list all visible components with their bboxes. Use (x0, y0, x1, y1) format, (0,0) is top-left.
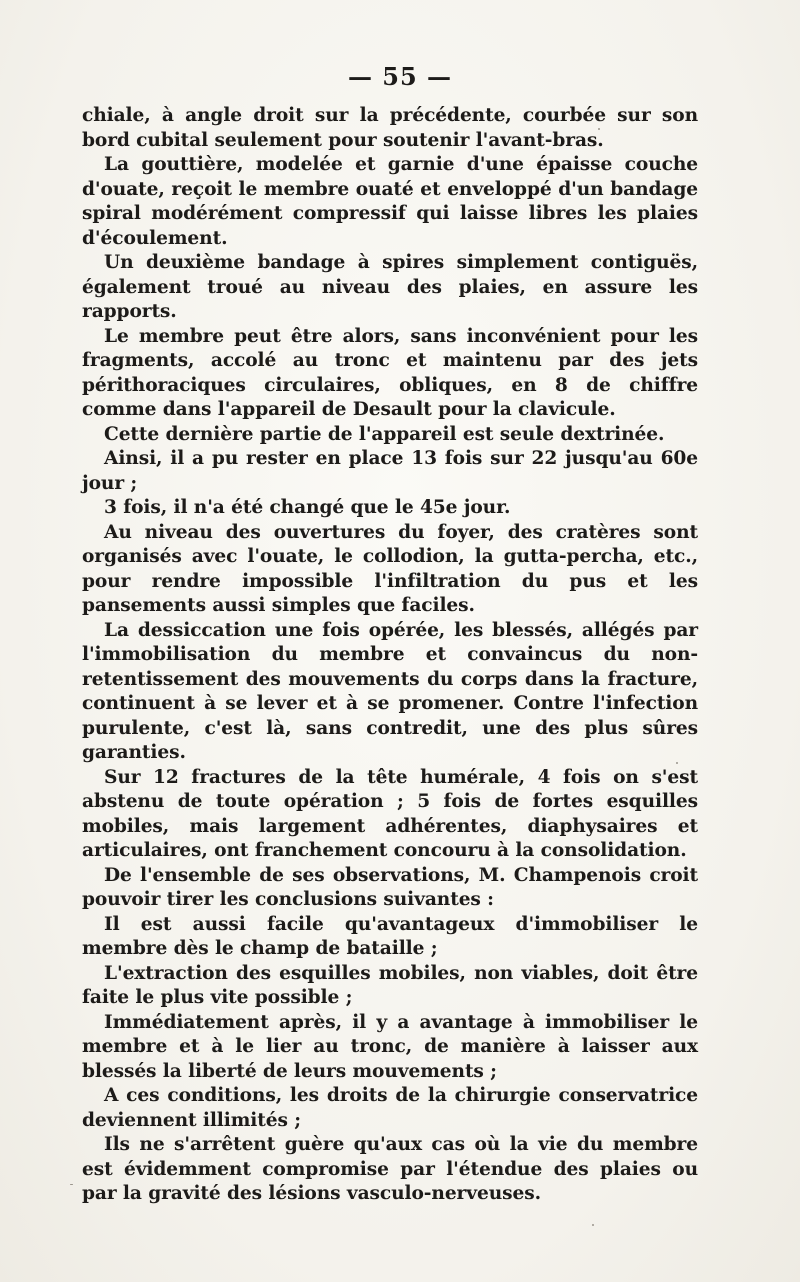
body-text (82, 104, 698, 1207)
paragraph: Au niveau des ouvertures du foyer, des cratères sont organisés avec l'ouate, le collodion, la gutta-percha, etc., pour rendre impossible l'infiltration du pus et les pansements aussi simples que faciles. (82, 521, 698, 616)
paragraph: La gouttière, modelée et garnie d'une épaisse couche d'ouate, reçoit le membre ouaté et enveloppé d'un bandage spiral modérément compressif qui laisse libres les plaies d'écoulement. (82, 154, 698, 249)
paragraph: Sur 12 fractures de la tête humérale, 4 fois on s'est abstenu de toute opération ; 5 fois de fortes esquilles mobiles, mais largement adhérentes, diaphysaires et articulaires, ont franchement concouru à la consolidation. (82, 766, 698, 861)
paragraph: La dessiccation une fois opérée, les blessés, allégés par l'immobilisation du membre et convaincus du non-retentissement des mouvements du corps dans la fracture, continuent à se lever et à se promener. Contre l'infection purulente, c'est là, sans contredit, une des plus sûres garanties. (82, 619, 698, 763)
page-number: — 55 — (347, 62, 453, 91)
paragraph: Ils ne s'arrêtent guère qu'aux cas où la vie du membre est évidemment compromise par l'étendue des plaies ou par la gravité des lésions vasculo-nerveuses. (82, 1134, 698, 1204)
paragraph: Le membre peut être alors, sans inconvénient pour les fragments, accolé au tronc et maintenu par des jets périthoraciques circulaires, obliques, en 8 de chiffre comme dans l'appareil de Desault pour la clavicule. (82, 325, 698, 420)
paragraph: Immédiatement après, il y a avantage à immobiliser le membre et à le lier au tronc, de manière à laisser aux blessés la liberté de leurs mouvements ; (82, 1011, 698, 1082)
paragraph: Un deuxième bandage à spires simplement contiguës, également troué au niveau des plaies, en assure les rapports. (82, 252, 698, 322)
paragraph: Il est aussi facile qu'avantageux d'immobiliser le membre dès le champ de bataille ; (82, 913, 698, 959)
paper-speck (676, 762, 678, 764)
paragraph: 3 fois, il n'a été changé que le 45e jour. (104, 497, 511, 518)
paragraph: L'extraction des esquilles mobiles, non viables, doit être faite le plus vite possible ; (82, 962, 698, 1008)
paper-speck (598, 128, 600, 130)
paper-speck (70, 1184, 73, 1185)
paragraph: A ces conditions, les droits de la chirurgie conservatrice deviennent illimités ; (82, 1085, 698, 1131)
paper-speck (592, 1224, 594, 1226)
paragraph: chiale, à angle droit sur la précédente, courbée sur son bord cubital seulement pour soutenir l'avant-bras. (82, 105, 698, 151)
paragraph: Cette dernière partie de l'appareil est seule dextrinée. (104, 423, 665, 445)
paragraph: De l'ensemble de ses observations, M. Champenois croit pouvoir tirer les conclusions suivantes : (82, 864, 698, 910)
paragraph: Ainsi, il a pu rester en place 13 fois sur 22 jusqu'au 60e jour ; (82, 448, 698, 494)
